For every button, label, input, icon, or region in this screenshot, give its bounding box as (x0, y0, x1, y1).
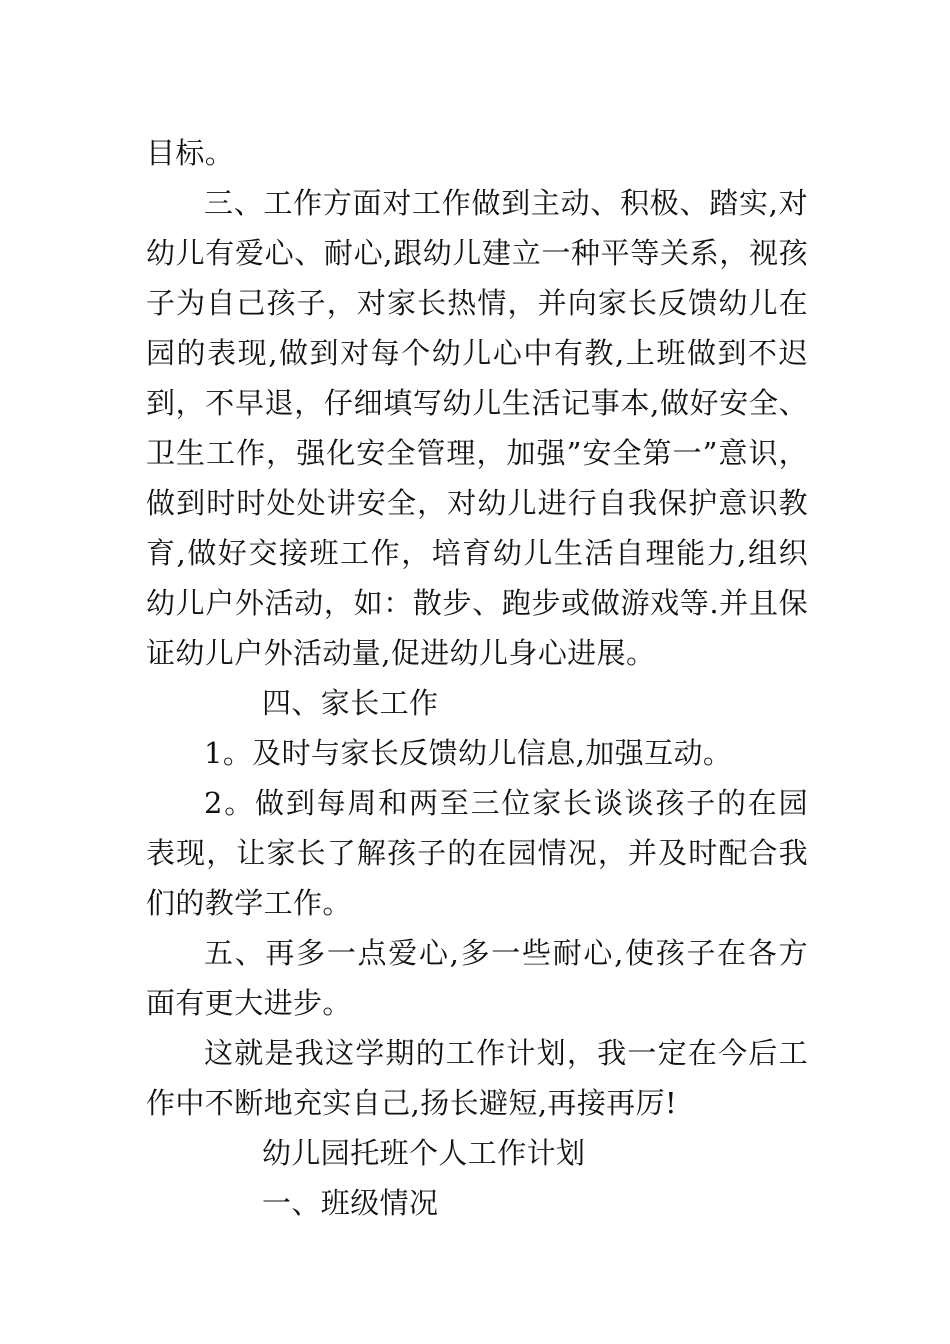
paragraph-item-one: 1。及时与家长反馈幼儿信息,加强互动。 (204, 736, 733, 770)
heading-section-four: 四、家长工作 (262, 686, 439, 720)
document-body (146, 128, 808, 1228)
paragraph-section-five: 五、再多一点爱心,多一些耐心,使孩子在各方面有更大进步。 (146, 936, 808, 1020)
document-title: 幼儿园托班个人工作计划 (262, 1136, 586, 1170)
paragraph-continuation: 目标。 (146, 136, 235, 170)
paragraph-conclusion: 这就是我这学期的工作计划，我一定在今后工作中不断地充实自己,扬长避短,再接再厉! (146, 1036, 808, 1120)
paragraph-section-three: 三、工作方面对工作做到主动、积极、踏实,对幼儿有爱心、耐心,跟幼儿建立一种平等关系，视孩子为自己孩子，对家长热情，并向家长反馈幼儿在园的表现,做到对每个幼儿心中有教,上班做到不迟到，不早退，仔细填写幼儿生活记事本,做好安全、卫生工作，强化安全管理，加强”安全第一”意识，做到时时处处讲安全，对幼儿进行自我保护意识教育,做好交接班工作，培育幼儿生活自理能力,组织幼儿户外活动，如：散步、跑步或做游戏等.并且保证幼儿户外活动量,促进幼儿身心进展。 (146, 186, 808, 670)
heading-class-situation: 一、班级情况 (262, 1186, 439, 1220)
paragraph-item-two: 2。做到每周和两至三位家长谈谈孩子的在园表现，让家长了解孩子的在园情况，并及时配合我们的教学工作。 (146, 786, 808, 920)
